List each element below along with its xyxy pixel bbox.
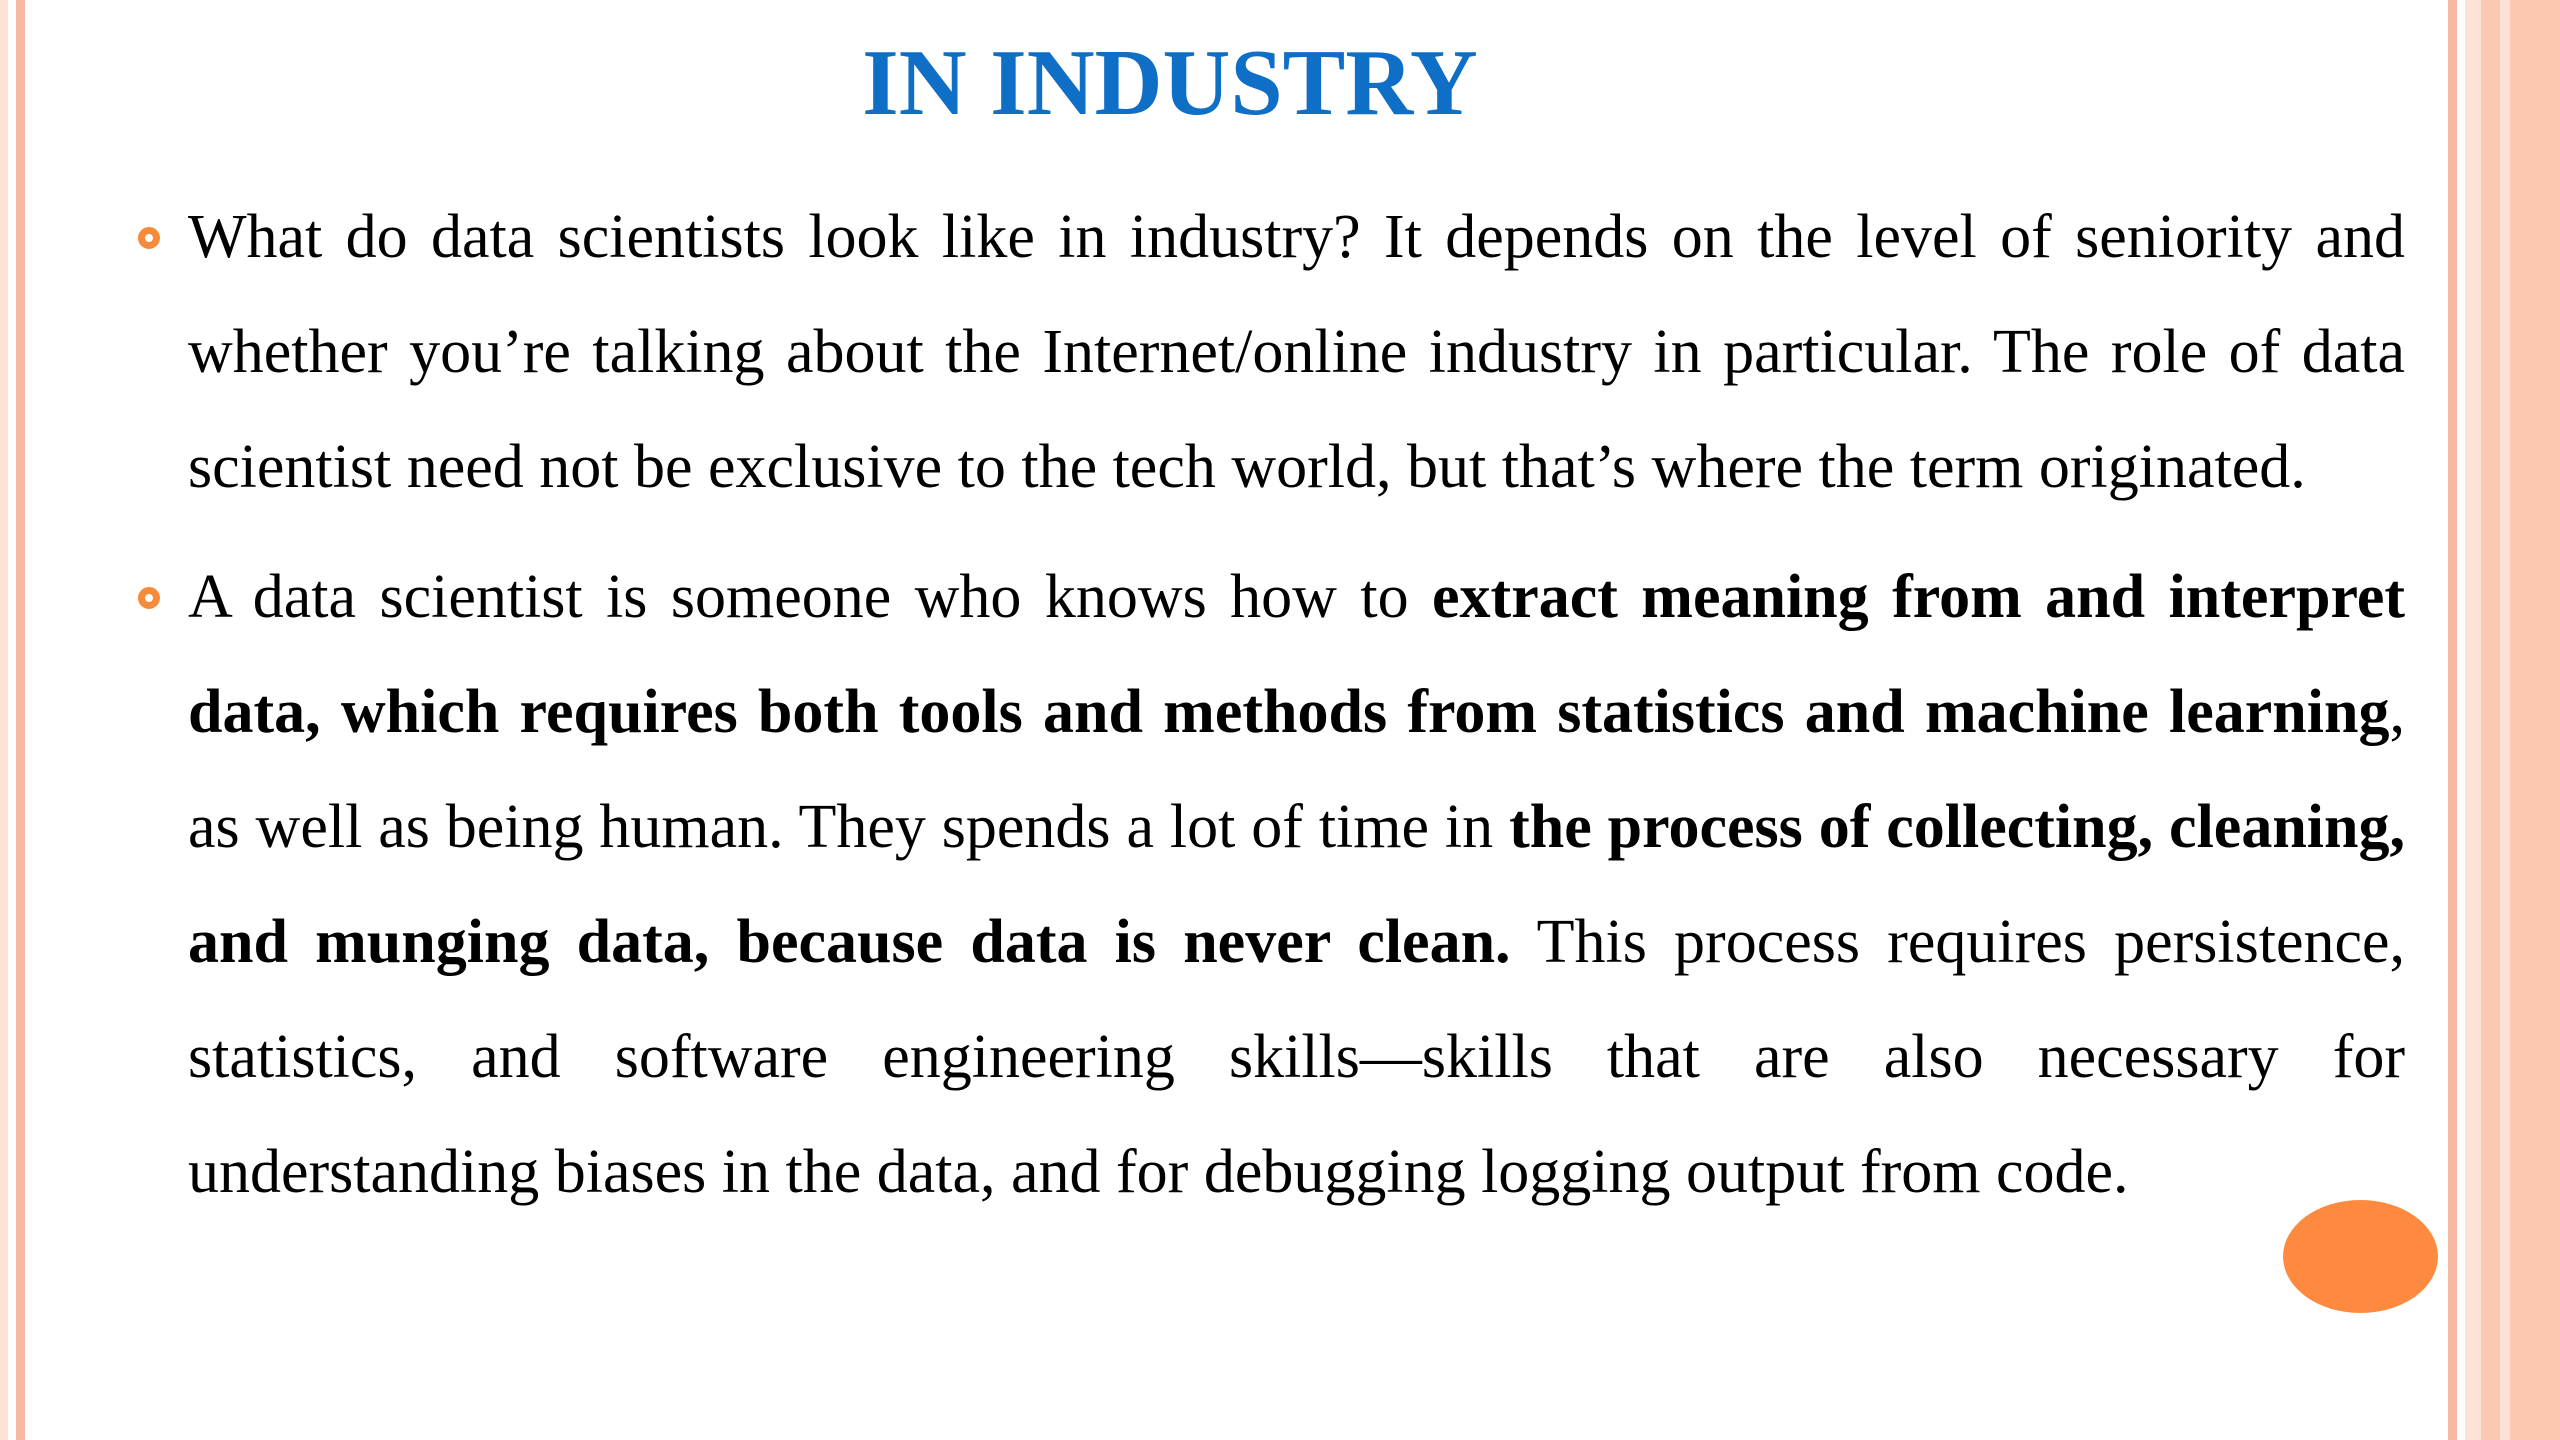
bullet-ring-icon: [131, 180, 167, 295]
left-border-stripe: [16, 0, 25, 1440]
bullet-item: [188, 180, 2405, 525]
bullet-text: What do data scientists look like in industry? It depends on the level of seniority and whether you’re talking about the Internet/online industry in particular. The role of data scientist need not be exclusive to the tech world, but that’s where the term originated.: [188, 203, 2405, 501]
right-border-stripe: [2448, 0, 2457, 1440]
bullet-text-part: A data scientist is someone who knows how to: [188, 563, 1433, 631]
bullet-item: [188, 540, 2405, 1230]
right-border-band: [2481, 0, 2560, 1440]
bullet-text-bold: the process of collecting, cleaning, and munging data, because data is never clean.: [188, 793, 2406, 976]
slide-title: IN INDUSTRY: [862, 31, 1478, 135]
bullet-ring-icon: [131, 540, 167, 655]
bullet-text-part: , as well as being human. They spends a lot of time in: [188, 678, 2405, 861]
right-border-stripe: [2500, 0, 2510, 1440]
bullet-text-part: This process requires persistence, statistics, and software engineering skills—skills that are also necessary for understanding biases in the data, and for debugging logging output from code.: [188, 908, 2405, 1206]
right-border-stripe: [2465, 0, 2481, 1440]
bullet-text-bold: extract meaning from and interpret data, which requires both tools and methods from statistics and machine learning: [188, 563, 2406, 746]
orange-accent-dot: [2283, 1200, 2438, 1313]
bullet-list: [188, 180, 2405, 1230]
left-border-stripe: [0, 0, 8, 1440]
